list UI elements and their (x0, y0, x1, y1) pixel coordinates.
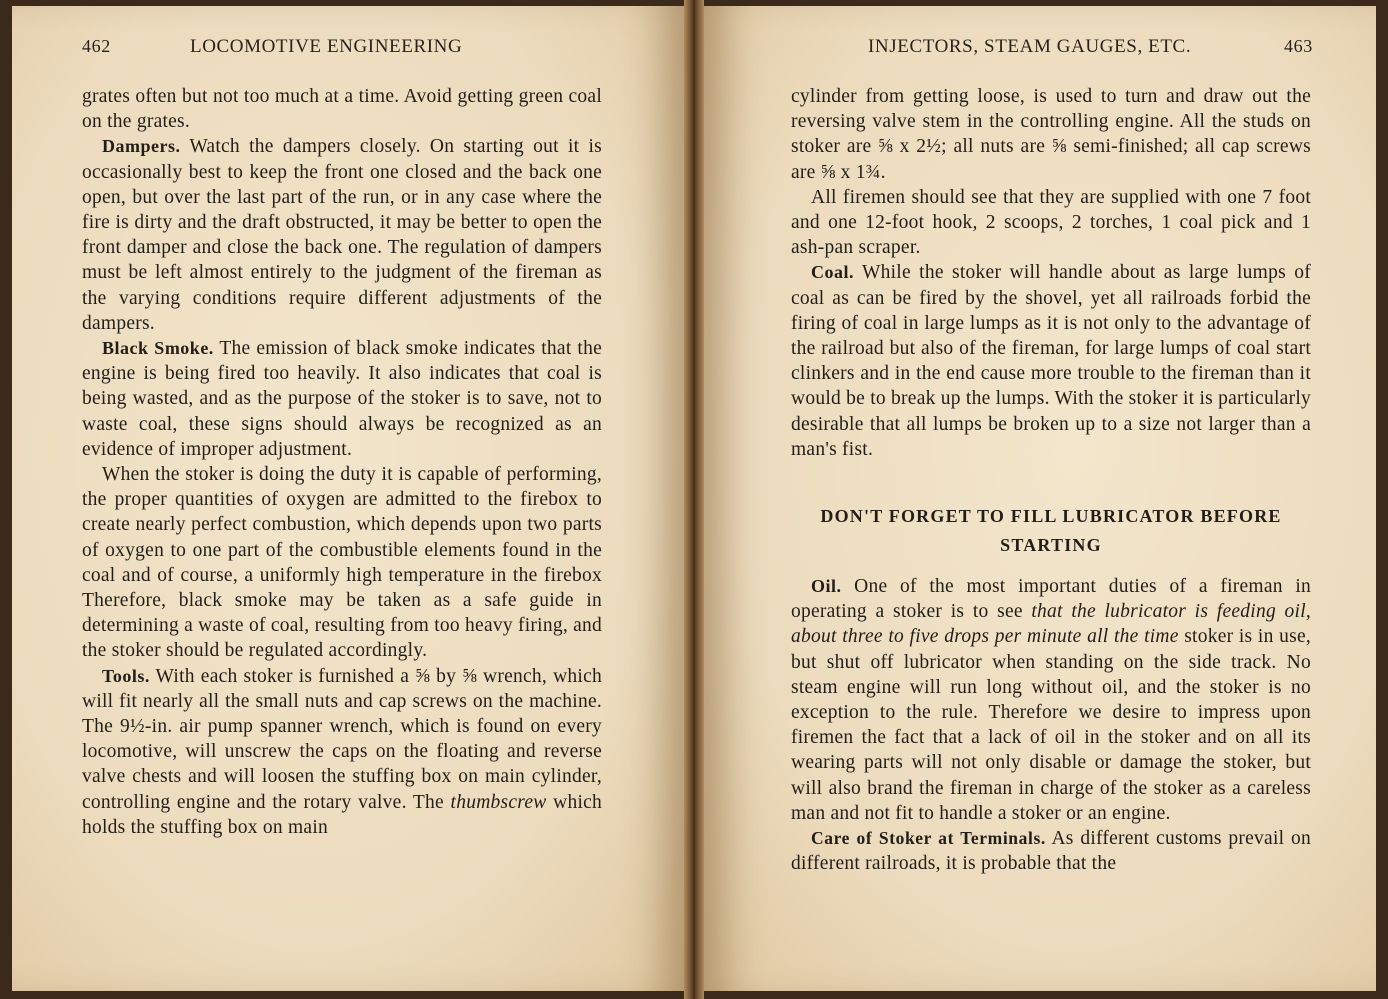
book-gutter (684, 0, 704, 999)
page-number-left: 462 (82, 36, 111, 56)
running-head-left: LOCOMOTIVE ENGINEERING (190, 36, 463, 57)
paragraph-cylinder (791, 84, 1311, 185)
paragraph-lead-black-smoke: Black Smoke. (102, 338, 214, 359)
paragraph-tools (82, 664, 602, 840)
paragraph-text: stoker is in use, but shut off lubricator when standing on the side track. No steam engine will run long without oil, and the stoker is no exception to the rule. Therefore we desire to impress upon firemen the fact that a lack of oil in the stoker and on all its wearing parts will not only disable or damage the stoker, but will also brand the fireman in charge of the stoker as a careless man and not fit to handle a stoker or an engine. (791, 626, 1312, 824)
paragraph-care-of-stoker (791, 826, 1311, 876)
paragraph-text: As different customs prevail on different railroads, it is probable that the (791, 828, 1311, 875)
paragraph-text: cylinder from getting loose, is used to turn and draw out the reversing valve stem in the controlling engine. All the studs on stoker are ⅝ x 2½; all nuts are ⅝ semi-finished; all cap screws are ⅝ x 1¾. (791, 86, 1311, 183)
left-page (12, 6, 684, 991)
paragraph-text: One of the most important duties of a fireman in operating a stoker is to see (791, 576, 1312, 623)
paragraph-text: which holds the stuffing box on main (82, 791, 603, 838)
paragraph-lead-oil: Oil. (811, 576, 842, 597)
paragraph-lead-care-of-stoker: Care of Stoker at Terminals. (811, 828, 1046, 849)
paragraph-oil (791, 574, 1311, 826)
paragraph-text: With each stoker is furnished a ⅝ by ⅝ wrench, which will fit nearly all the small nuts and cap screws on the machine. The 9½-in. air pump spanner wrench, which is found on every locomotive, will unscrew the caps on the floating and reverse valve chests and will loosen the stuffing box on main cylinder, controlling engine and the rotary valve. The (82, 665, 602, 813)
paragraph-grates (82, 84, 602, 134)
paragraph-text: Watch the dampers closely. On starting out it is occasionally best to keep the front one closed and the back one open, but over the last part of the run, or in any case where the fire is dirty and the draft obstructed, it may be better to open the front damper and close the back one. The regulation of dampers must be left almost entirely to the judgment of the fireman as the varying conditions require different adjustments of the dampers. (82, 136, 602, 334)
paragraph-lead-dampers: Dampers. (102, 136, 181, 157)
paragraph-text: The emission of black smoke indicates that the engine is being fired too heavily. It also indicates that coal is being wasted, and as the purpose of the stoker is to save, not to waste coal, these signs should always be recognized as an evidence of improper adjustment. (82, 338, 602, 460)
left-text-block (82, 84, 602, 840)
paragraph-black-smoke (82, 336, 602, 462)
right-page (704, 6, 1376, 991)
paragraph-italic-text: thumbscrew (450, 791, 547, 813)
paragraph-italic-text: that the lubricator is feeding oil, about three to five drops per minute all the time (791, 601, 1312, 648)
right-text-block (791, 84, 1311, 876)
paragraph-coal (791, 260, 1311, 462)
paragraph-text: grates often but not too much at a time. Avoid getting green coal on the grates. (82, 86, 602, 133)
paragraph-oxygen (82, 462, 602, 664)
paragraph-text: All firemen should see that they are supplied with one 7 foot and one 12-foot hook, 2 scoops, 2 torches, 1 coal pick and 1 ash-pan scraper. (791, 186, 1311, 259)
running-head-right: INJECTORS, STEAM GAUGES, ETC. (868, 36, 1192, 57)
paragraph-lead-coal: Coal. (811, 262, 854, 283)
paragraph-text: When the stoker is doing the duty it is capable of performing, the proper quantities of oxygen are admitted to the firebox to create nearly perfect combustion, which depends upon two parts of oxygen to one part of the combustible elements found in the coal and of course, a uniformly high temperature in the firebox Therefore, black smoke may be taken as a safe guide in determining a waste of coal, resulting from too heavy firing, and the stoker should be regulated accordingly. (82, 464, 602, 662)
paragraph-lead-tools: Tools. (102, 665, 150, 686)
paragraph-dampers (82, 134, 602, 336)
section-heading-lubricator: DON'T FORGET TO FILL LUBRICATOR BEFORE STARTING (820, 506, 1282, 556)
paragraph-firemen-supplies (791, 185, 1311, 261)
page-number-right: 463 (1284, 36, 1313, 56)
paragraph-text: While the stoker will handle about as large lumps of coal as can be fired by the shovel, yet all railroads forbid the firing of coal in large lumps as it is not only to the advantage of the railroad but also of the fireman, for large lumps of coal start clinkers and in the end cause more trouble to the fireman than it would be to break up the lumps. With the stoker it is particularly desirable that all lumps be broken up to a size not larger than a man's fist. (791, 262, 1311, 460)
